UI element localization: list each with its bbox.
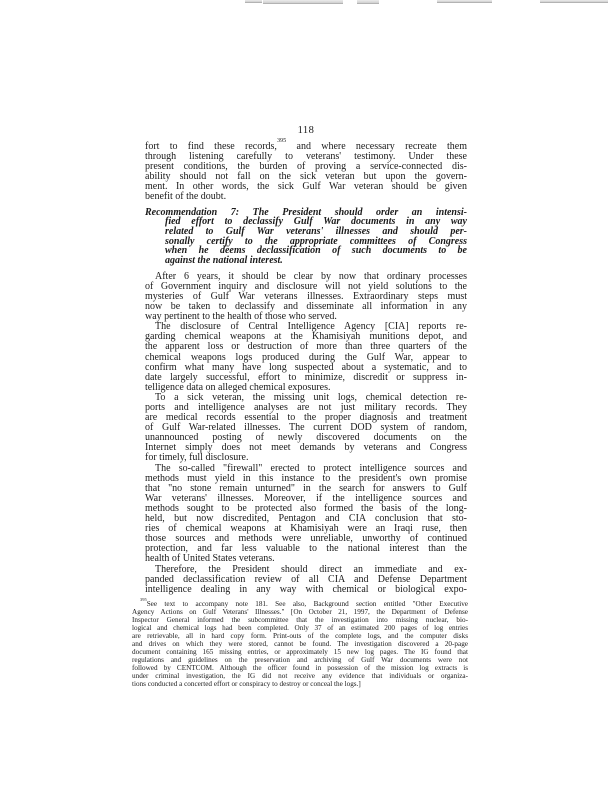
text-line: held, but now discredited, Pentagon and CIA conclusion that sto-: [145, 513, 467, 525]
text-line: are retrievable, all in hard copy form. Print-outs of the complete logs, and the computer disks: [132, 631, 468, 640]
text-line: regulations and guidelines on the preservation and archiving of Gulf War documents were not: [132, 655, 468, 664]
paragraph: [145, 272, 467, 322]
text-line: health of United States veterans.: [145, 553, 275, 565]
page-number: 118: [297, 125, 315, 136]
text-line: related to Gulf War veterans' illnesses and should per-: [165, 225, 467, 237]
scan-artifact: [245, 0, 262, 3]
text-line: document containing 165 missing entries, or approximately 15 new log pages. The IG found that: [132, 647, 468, 656]
scan-artifact: [357, 0, 379, 4]
text-line: of Government inquiry and disclosure will not yield solutions to the: [145, 280, 467, 292]
text-line: garding chemical weapons at the Khamisiyah munitions depot, and: [145, 331, 467, 343]
text-line: ries of chemical weapons at Khamisiyah were an Iraqi ruse, then: [145, 523, 467, 535]
text-line: fort to find these records,$^{395}$ and where necessary recreate them: [145, 136, 467, 152]
text-line: The disclosure of Central Intelligence Agency [CIA] reports re-: [155, 321, 467, 333]
text-line: now be taken to declassify and disseminate all information in any: [145, 301, 467, 313]
text-line: ports and intelligence analyses are not just military records. They: [145, 402, 467, 413]
text-line: Agency Actions on Gulf Veterans' Illnesses." [On October 21, 1997, the Department of Defense: [132, 607, 468, 616]
text-line: sonally certify to the appropriate committees of Congress: [165, 235, 467, 247]
scan-artifact: [263, 0, 343, 4]
text-line: of Gulf War-related illnesses. The current DOD system of random,: [145, 422, 467, 434]
text-column: [145, 136, 467, 595]
text-line: against the national interest.: [165, 255, 283, 267]
text-line: telligence data on alleged chemical exposures.: [145, 381, 331, 393]
text-line: To a sick veteran, the missing unit logs, chemical detection re-: [155, 391, 467, 403]
text-line: benefit of the doubt.: [145, 191, 227, 203]
text-line: War veterans' illnesses. Moreover, if the intelligence sources and: [145, 492, 467, 504]
text-line: unannounced posting of newly discovered documents on the: [145, 432, 467, 444]
text-line: for timely, full disclosure.: [145, 452, 249, 464]
text-line: ability should not fall on the sick veteran but upon the govern-: [145, 171, 467, 183]
text-line: date largely successful, effort to minimize, discredit or suppress in-: [145, 371, 467, 383]
text-line: chemical weapons logs produced during the Gulf War, appear to: [145, 351, 467, 363]
paragraph: [145, 464, 467, 565]
paragraph: [145, 322, 467, 393]
text-line: The so-called "firewall" erected to protect intelligence sources and: [155, 462, 467, 474]
text-line: way pertinent to the health of those who served.: [145, 311, 337, 323]
text-line: protection, and far less valuable to the national interest than the: [145, 543, 467, 555]
text-line: followed by CENTCOM. Although the officer found in possession of the mission log extracts is: [132, 663, 468, 672]
footnote: [132, 596, 468, 688]
text-line: intelligence dealing in any way with chemical or biological expo-: [145, 583, 467, 595]
paragraph: [145, 136, 467, 203]
text-line: and drives on which they were stored, cannot be found. The investigation discovered a 20-page: [132, 639, 468, 648]
text-line: present conditions, the burden of proving a service-connected dis-: [145, 161, 467, 173]
text-line: mysteries of Gulf War veterans illnesses. Extraordinary steps must: [145, 290, 467, 302]
text-line: through listening carefully to veterans' testimony. Under these: [145, 151, 467, 163]
scan-artifact: [540, 0, 608, 3]
text-line: under criminal investigation, the IG did not receive any evidence that individuals or organiza-: [132, 671, 468, 680]
text-line: tions conducted a concerted effort or conspiracy to destroy or conceal the logs.]: [132, 679, 361, 688]
paragraph: [145, 393, 467, 464]
text-line: confirm what many have long suspected about a systematic, and to: [145, 361, 467, 373]
text-line: panded declassification review of all CIA and Defense Department: [145, 573, 467, 585]
text-line: are medical records essential to the proper diagnosis and treatment: [145, 412, 467, 424]
text-line: Inspector General informed the subcommittee that the investigation into missing nuclear, bio-: [132, 615, 468, 624]
paragraph: [145, 565, 467, 595]
text-line: Internet simply does not meet demands by veterans and Congress: [145, 442, 467, 454]
text-line: After 6 years, it should be clear by now that ordinary processes: [155, 270, 467, 282]
text-line: those sources and methods were unreliable, unworthy of continued: [145, 533, 467, 545]
footnote-reference: 395: [276, 136, 287, 144]
footnote-paragraph: [132, 596, 468, 688]
text-line: logical and chemical logs had been completed. Only 37 of an estimated 200 pages of log entries: [132, 623, 468, 632]
footnote-reference: 395: [140, 596, 147, 602]
text-line: methods must yield in this instance to the president's own promise: [145, 472, 467, 484]
text-line: fied effort to declassify Gulf War documents in any way: [165, 216, 467, 228]
text-line: ment. In other words, the sick Gulf War veteran should be given: [145, 181, 467, 193]
text-line: $^{395}$See text to accompany note 181. See also, Background section entitled "Other Executive: [140, 596, 468, 608]
text-line: Therefore, the President should direct an immediate and ex-: [155, 563, 467, 575]
scan-artifact: [437, 0, 492, 3]
text-line: that "no stone remain unturned" in the search for answers to Gulf: [145, 482, 467, 494]
text-line: Recommendation 7: The President should order an intensi-: [145, 206, 467, 218]
recommendation-block: [145, 208, 467, 266]
text-line: the apparent loss or destruction of more than three quarters of the: [145, 341, 467, 353]
text-line: methods sought to be protected also formed the basis of the long-: [145, 502, 467, 514]
text-line: when he deems declassification of such documents to be: [165, 245, 467, 257]
